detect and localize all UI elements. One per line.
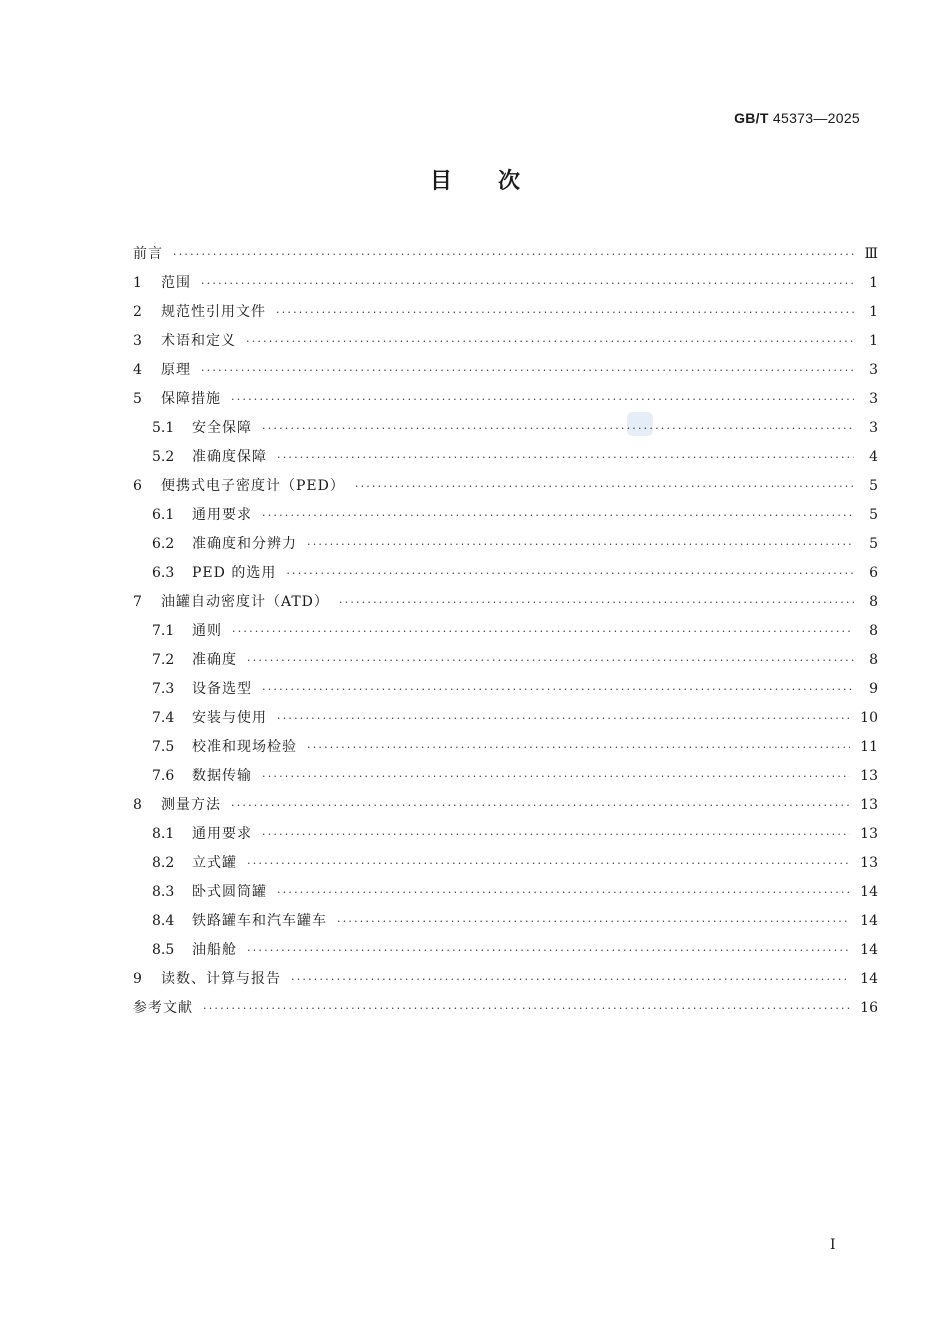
toc-leader-dots xyxy=(247,849,850,878)
toc-6-1[interactable] xyxy=(133,501,878,530)
toc-1[interactable] xyxy=(133,269,878,298)
toc-entry-page: 14 xyxy=(860,884,878,900)
toc-entry-number: 1 xyxy=(133,275,142,291)
toc-entry-page: 5 xyxy=(869,478,878,494)
toc-entry-page: 8 xyxy=(869,623,878,639)
toc-entry-label: 原理 xyxy=(161,362,191,378)
toc-references[interactable] xyxy=(133,994,878,1023)
toc-7[interactable] xyxy=(133,588,878,617)
toc-entry-page: 1 xyxy=(869,304,878,320)
toc-entry-label: 规范性引用文件 xyxy=(161,304,266,320)
toc-entry-label: 参考文献 xyxy=(133,1000,193,1016)
toc-entry-page: 13 xyxy=(860,826,878,842)
toc-entry-number: 5.1 xyxy=(152,420,175,436)
toc-leader-dots xyxy=(262,501,854,530)
toc-entry-page: 11 xyxy=(860,739,878,755)
toc-entry-page: 14 xyxy=(860,913,878,929)
toc-entry-number: 2 xyxy=(133,304,142,320)
toc-entry-label: 数据传输 xyxy=(192,768,252,784)
toc-entry-page: 9 xyxy=(869,681,878,697)
toc-leader-dots xyxy=(291,965,850,994)
toc-entry-page: 3 xyxy=(869,420,878,436)
toc-leader-dots xyxy=(262,675,854,704)
toc-entry-label: 保障措施 xyxy=(161,391,221,407)
standard-code xyxy=(734,110,860,126)
toc-8[interactable] xyxy=(133,791,878,820)
page-title: 目次 xyxy=(429,168,566,194)
toc-entry-page: 16 xyxy=(860,1000,878,1016)
toc-entry-label: 准确度和分辨力 xyxy=(192,536,297,552)
toc-7-1[interactable] xyxy=(133,617,878,646)
page-number: Ⅰ xyxy=(830,1237,836,1253)
toc-leader-dots xyxy=(337,907,850,936)
toc-8-5[interactable] xyxy=(133,936,878,965)
toc-entry-number: 4 xyxy=(133,362,142,378)
standard-prefix: GB/T xyxy=(734,110,769,126)
toc-entry-page: 13 xyxy=(860,768,878,784)
toc-entry-label: 安装与使用 xyxy=(192,710,267,726)
toc-4[interactable] xyxy=(133,356,878,385)
toc-entry-label: 通则 xyxy=(192,623,222,639)
toc-7-2[interactable] xyxy=(133,646,878,675)
toc-3[interactable] xyxy=(133,327,878,356)
toc-entry-label: 通用要求 xyxy=(192,507,252,523)
toc-7-6[interactable] xyxy=(133,762,878,791)
toc-entry-page: 3 xyxy=(869,362,878,378)
toc-entry-label: 前言 xyxy=(133,246,163,262)
toc-leader-dots xyxy=(307,530,854,559)
toc-entry-page: 3 xyxy=(869,391,878,407)
toc-8-3[interactable] xyxy=(133,878,878,907)
toc-entry-page: 14 xyxy=(860,942,878,958)
toc-entry-number: 5.2 xyxy=(152,449,175,465)
standard-number: 45373—2025 xyxy=(772,110,860,126)
toc-entry-page: Ⅲ xyxy=(864,246,878,262)
toc-leader-dots xyxy=(355,472,854,501)
toc-entry-number: 8.1 xyxy=(152,826,175,842)
toc-8-4[interactable] xyxy=(133,907,878,936)
toc-7-5[interactable] xyxy=(133,733,878,762)
toc-entry-number: 3 xyxy=(133,333,142,349)
toc-5-1[interactable] xyxy=(133,414,878,443)
toc-entry-number: 7.5 xyxy=(152,739,175,755)
toc-entry-number: 5 xyxy=(133,391,142,407)
toc-entry-label: 卧式圆筒罐 xyxy=(192,884,267,900)
toc-entry-label: 准确度 xyxy=(192,652,237,668)
toc-entry-page: 1 xyxy=(869,275,878,291)
toc-leader-dots xyxy=(339,588,854,617)
toc-6-2[interactable] xyxy=(133,530,878,559)
toc-entry-number: 7.2 xyxy=(152,652,175,668)
toc-entry-page: 10 xyxy=(860,710,878,726)
toc-leader-dots xyxy=(262,820,850,849)
toc-entry-number: 6.2 xyxy=(152,536,175,552)
table-of-contents xyxy=(133,240,878,1023)
toc-entry-label: 便携式电子密度计（PED） xyxy=(161,478,345,494)
toc-entry-number: 7.6 xyxy=(152,768,175,784)
toc-2[interactable] xyxy=(133,298,878,327)
toc-entry-label: 安全保障 xyxy=(192,420,252,436)
toc-leader-dots xyxy=(286,559,854,588)
toc-9[interactable] xyxy=(133,965,878,994)
toc-entry-label: 校准和现场检验 xyxy=(192,739,297,755)
toc-leader-dots xyxy=(203,994,850,1023)
toc-entry-label: 读数、计算与报告 xyxy=(161,971,281,987)
toc-leader-dots xyxy=(246,327,854,356)
toc-8-1[interactable] xyxy=(133,820,878,849)
toc-entry-number: 7 xyxy=(133,594,142,610)
toc-leader-dots xyxy=(276,298,854,327)
toc-leader-dots xyxy=(277,704,850,733)
toc-6[interactable] xyxy=(133,472,878,501)
toc-leader-dots xyxy=(201,356,854,385)
toc-entry-number: 7.1 xyxy=(152,623,175,639)
toc-entry-label: 设备选型 xyxy=(192,681,252,697)
toc-leader-dots xyxy=(247,936,850,965)
toc-entry-page: 13 xyxy=(860,855,878,871)
toc-5-2[interactable] xyxy=(133,443,878,472)
toc-entry-label: 立式罐 xyxy=(192,855,237,871)
toc-leader-dots xyxy=(262,762,850,791)
toc-leader-dots xyxy=(277,878,850,907)
toc-entry-page: 1 xyxy=(869,333,878,349)
toc-entry-page: 6 xyxy=(869,565,878,581)
toc-entry-number: 7.4 xyxy=(152,710,175,726)
toc-leader-dots xyxy=(262,414,854,443)
toc-entry-label: 油船舱 xyxy=(192,942,237,958)
toc-foreword[interactable] xyxy=(133,240,878,269)
toc-6-3[interactable] xyxy=(133,559,878,588)
toc-entry-number: 8.2 xyxy=(152,855,175,871)
toc-entry-number: 6.1 xyxy=(152,507,175,523)
toc-leader-dots xyxy=(232,617,854,646)
toc-leader-dots xyxy=(247,646,854,675)
toc-entry-number: 8.3 xyxy=(152,884,175,900)
toc-entry-page: 13 xyxy=(860,797,878,813)
toc-entry-label: 铁路罐车和汽车罐车 xyxy=(192,913,327,929)
toc-leader-dots xyxy=(231,385,854,414)
toc-entry-label: 范围 xyxy=(161,275,191,291)
toc-entry-page: 5 xyxy=(869,507,878,523)
toc-8-2[interactable] xyxy=(133,849,878,878)
toc-7-4[interactable] xyxy=(133,704,878,733)
toc-entry-number: 6.3 xyxy=(152,565,175,581)
toc-entry-number: 7.3 xyxy=(152,681,175,697)
toc-entry-page: 14 xyxy=(860,971,878,987)
toc-entry-label: 油罐自动密度计（ATD） xyxy=(161,594,329,610)
toc-entry-label: PED 的选用 xyxy=(192,565,277,581)
toc-7-3[interactable] xyxy=(133,675,878,704)
toc-entry-number: 6 xyxy=(133,478,142,494)
toc-entry-page: 8 xyxy=(869,594,878,610)
toc-entry-page: 5 xyxy=(869,536,878,552)
toc-leader-dots xyxy=(201,269,854,298)
toc-leader-dots xyxy=(231,791,850,820)
toc-entry-number: 8.5 xyxy=(152,942,175,958)
toc-leader-dots xyxy=(277,443,854,472)
toc-entry-label: 术语和定义 xyxy=(161,333,236,349)
toc-5[interactable] xyxy=(133,385,878,414)
toc-entry-page: 8 xyxy=(869,652,878,668)
toc-entry-number: 9 xyxy=(133,971,142,987)
toc-entry-page: 4 xyxy=(869,449,878,465)
toc-leader-dots xyxy=(173,240,854,269)
toc-entry-label: 准确度保障 xyxy=(192,449,267,465)
toc-entry-number: 8.4 xyxy=(152,913,175,929)
toc-entry-label: 通用要求 xyxy=(192,826,252,842)
toc-entry-number: 8 xyxy=(133,797,142,813)
toc-leader-dots xyxy=(307,733,850,762)
toc-entry-label: 测量方法 xyxy=(161,797,221,813)
